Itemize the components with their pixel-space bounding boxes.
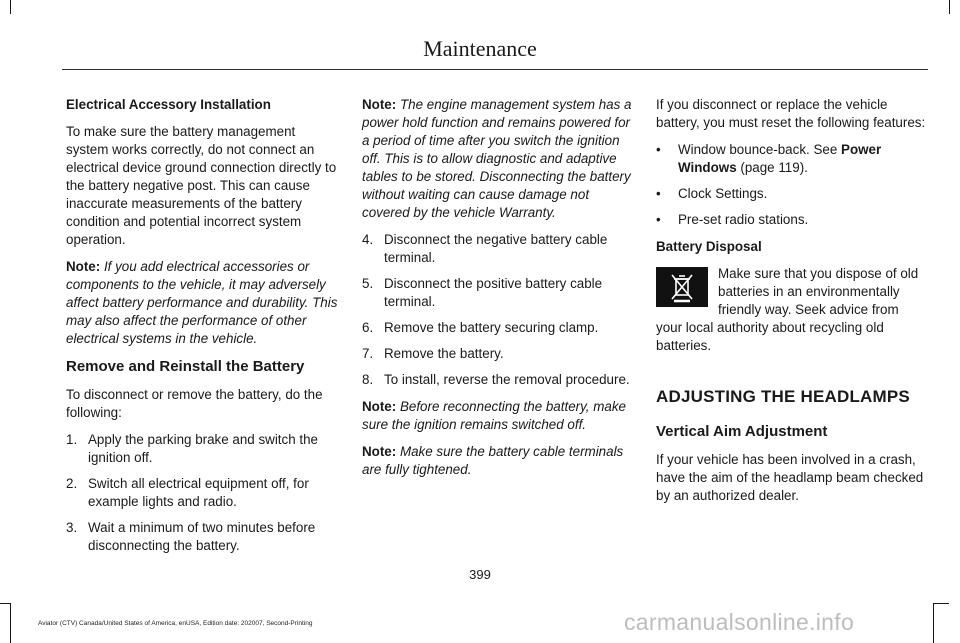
- step-text: Disconnect the positive battery cable terminal.: [384, 276, 603, 309]
- note-label: Note:: [362, 444, 397, 459]
- heading-adjusting-headlamps: ADJUSTING THE HEADLAMPS: [656, 387, 910, 406]
- crop-mark-top-left-v: [10, 0, 11, 14]
- list-item: [656, 185, 928, 203]
- heading-remove-reinstall: Remove and Reinstall the Battery: [66, 358, 305, 375]
- note-text: Before reconnecting the battery, make sure the ignition remains switched off.: [362, 399, 626, 432]
- bullet-text: Window bounce-back. See: [678, 142, 842, 157]
- bullet-text: Pre-set radio stations.: [678, 212, 809, 227]
- step-number: 7.: [362, 346, 374, 361]
- step-text: Wait a minimum of two minutes before disconnecting the battery.: [88, 520, 316, 553]
- note-text: Make sure the battery cable terminals are fully tightened.: [362, 444, 624, 477]
- crop-mark-bottom-right-v: [933, 603, 934, 643]
- bullet: •: [656, 142, 661, 157]
- list-item: [362, 231, 634, 267]
- note-label: Note:: [362, 97, 397, 112]
- header-divider: [62, 69, 928, 70]
- paragraph-aim-check: If your vehicle has been involved in a crash, have the aim of the headlamp beam checked by an authorized dealer.: [656, 452, 924, 503]
- page-number: 399: [469, 567, 491, 582]
- list-item: [66, 431, 338, 467]
- step-text: Apply the parking brake and switch the ignition off.: [88, 432, 319, 465]
- note-ignition-off: [362, 398, 634, 434]
- paragraph-reset-features: If you disconnect or replace the vehicle battery, you must reset the following features:: [656, 97, 926, 130]
- note-label: Note:: [66, 259, 101, 274]
- note-terminals-tight: [362, 443, 634, 479]
- heading-electrical-accessory: Electrical Accessory Installation: [66, 97, 271, 112]
- heading-battery-disposal: Battery Disposal: [656, 239, 762, 254]
- column-1: [66, 96, 338, 564]
- paragraph-disposal: Make sure that you dispose of old batteries in an environmentally friendly way. Seek advice from your local authority about recycling old batteries.: [656, 266, 919, 353]
- list-item: [362, 371, 634, 389]
- column-3: [656, 96, 928, 514]
- step-text: Switch all electrical equipment off, for example lights and radio.: [88, 476, 309, 509]
- crop-mark-bottom-right-h: [933, 603, 949, 604]
- paragraph-disconnect-intro: To disconnect or remove the battery, do the following:: [66, 387, 323, 420]
- steps-list-1: [66, 431, 338, 555]
- list-item: [362, 345, 634, 363]
- note-text: If you add electrical accessories or components to the vehicle, it may adversely affect battery performance and durability. This may also affect the performance of other electrical systems in the vehicle.: [66, 259, 338, 346]
- step-number: 2.: [66, 476, 78, 491]
- steps-list-2: [362, 231, 634, 389]
- list-item: [656, 211, 928, 229]
- bullet: •: [656, 186, 661, 201]
- step-text: Remove the battery securing clamp.: [384, 320, 599, 335]
- list-item: [66, 519, 338, 555]
- watermark: carmanualsonline.info: [624, 609, 855, 635]
- page-reference: (page 119).: [736, 160, 808, 175]
- step-number: 8.: [362, 372, 374, 387]
- list-item: [362, 319, 634, 337]
- footer-edition-info: Aviator (CTV) Canada/United States of America, enUSA, Edition date: 202007, Second-Printing: [38, 620, 313, 627]
- crop-mark-top-right-v: [949, 0, 950, 14]
- step-text: To install, reverse the removal procedure.: [384, 372, 630, 387]
- bullet-text: Clock Settings.: [678, 186, 768, 201]
- note-accessories: [66, 258, 338, 348]
- page-title: Maintenance: [423, 36, 537, 61]
- column-2: [362, 96, 634, 488]
- list-item: [656, 141, 928, 177]
- disposal-block: [656, 265, 928, 364]
- note-power-hold: [362, 96, 634, 222]
- step-text: Remove the battery.: [384, 346, 504, 361]
- list-item: [66, 475, 338, 511]
- step-number: 1.: [66, 432, 78, 447]
- crop-mark-bottom-left-h: [0, 603, 11, 604]
- step-number: 3.: [66, 520, 78, 535]
- step-text: Disconnect the negative battery cable terminal.: [384, 232, 608, 265]
- crossed-out-bin-icon: [656, 267, 708, 307]
- reset-features-list: [656, 141, 928, 229]
- bullet: •: [656, 212, 661, 227]
- list-item: [362, 275, 634, 311]
- crop-mark-bottom-left-v: [10, 603, 11, 643]
- step-number: 6.: [362, 320, 374, 335]
- heading-vertical-aim: Vertical Aim Adjustment: [656, 423, 828, 440]
- step-number: 5.: [362, 276, 374, 291]
- note-text: The engine management system has a power hold function and remains powered for a period of time after you switch the ignition off. This is to allow diagnostic and adaptive tables to be stored. Disconnecting the battery without waiting can cause damage not covered by the vehicle Warranty.: [362, 97, 632, 220]
- step-number: 4.: [362, 232, 374, 247]
- cross-reference-link[interactable]: Power Windows: [678, 142, 882, 175]
- paragraph-battery-management: To make sure the battery management system works correctly, do not connect an electrical device ground connection directly to the battery negative post. This can cause inaccurate measurements of the battery condition and potential incorrect system operation.: [66, 124, 337, 247]
- note-label: Note:: [362, 399, 397, 414]
